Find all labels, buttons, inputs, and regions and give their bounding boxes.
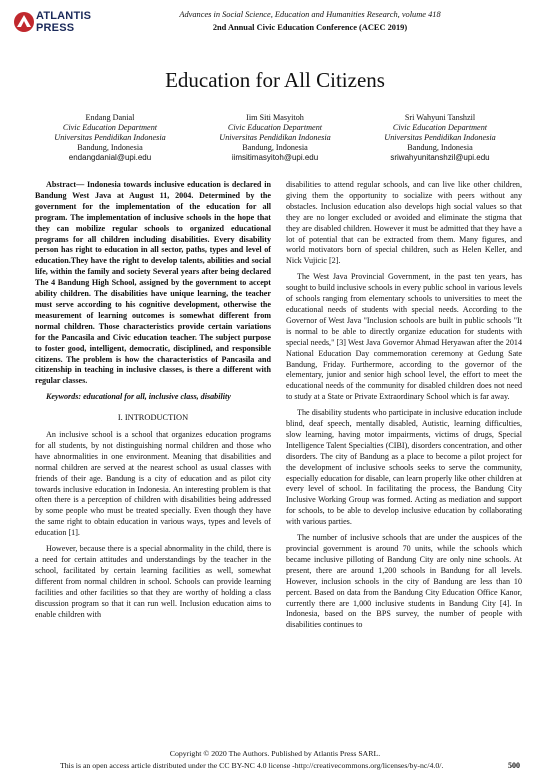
publisher-name-line1: ATLANTIS [36, 10, 92, 22]
author-3 [360, 113, 520, 163]
author-email[interactable]: iimsitimasyitoh@upi.edu [231, 153, 319, 162]
author-university: Universitas Pendidikan Indonesia [219, 133, 331, 142]
author-block [30, 113, 520, 163]
author-affiliation: Civic Education Department [227, 123, 323, 132]
body-paragraph: The disability students who participate in inclusive education include blind, deaf speech, mentally disabled, Autistic, learning difficulties, slow learning, having motor impairments, victims of drugs, Special Intelligence Talent Specialties (CIBI), disorders concentration, and other disorders. The city of Bandung as a place to become a pilot project for the development of inclusive schools seeks to serve the community, especially education for disable, can learn properly like other children at every level of school. In facilitating the process, the Bandung City Inclusive Working Group was formed. Acting as mediation and support for schools, to be able to develop inclusive education by collaborating with various parties. [286, 408, 522, 527]
page-number: 500 [508, 761, 520, 770]
left-column [35, 180, 271, 625]
license-notice[interactable]: This is an open access article distributed under the CC BY-NC 4.0 license -http://creativecommons.org/licenses/by-nc/4.0/. [60, 761, 444, 770]
keywords: Keywords: educational for all, inclusive class, disability [46, 392, 231, 402]
author-university: Universitas Pendidikan Indonesia [384, 133, 496, 142]
author-email[interactable]: endangdanial@upi.edu [68, 153, 152, 162]
copyright-notice: Copyright © 2020 The Authors. Published by Atlantis Press SARL. [169, 749, 381, 758]
atlantis-logo-icon [12, 10, 36, 34]
body-paragraph: However, because there is a special abnormality in the child, there is a need for certain attitudes and understandings by the teacher in the school, facilitated by certain learning facilities as well, somewhat different from normal children in school. Schools can provide learning facilities and other facilities so that they are worthy of holding a class discussion program so that it can run well. Inclusion education aims to enable children with [35, 544, 271, 619]
author-name: Endang Danial [85, 113, 135, 122]
body-paragraph: disabilities to attend regular schools, and can live like other children, giving them the opportunity to socialize with peers without any obstacles. Inclusion education also develops high social values so that they are no longer excluded or avoided and eliminate the stigma that they are disabled children. However it must be admitted that they have a lot of potential that can be extracted from them. Many figures, and world motivators born of special children, such as Helen Keller, and Nick Vujicic [2]. [286, 180, 522, 266]
author-city: Bandung, Indonesia [407, 143, 473, 152]
author-email[interactable]: sriwahyunitanshzil@upi.edu [390, 153, 490, 162]
right-column [286, 180, 522, 636]
author-university: Universitas Pendidikan Indonesia [54, 133, 166, 142]
paper-title: Education for All Citizens [165, 68, 385, 92]
author-affiliation: Civic Education Department [392, 123, 488, 132]
author-city: Bandung, Indonesia [77, 143, 143, 152]
publisher-name [36, 10, 91, 34]
body-paragraph: The West Java Provincial Government, in the past ten years, has sought to build inclusive schools in every public school in various levels of schools ranging from elementary schools to universities to meet the educational needs of students with special needs. According to the Governor of West Java "Inclusion schools are built in public schools "It is normal to be able to directly organize education for students with special needs," [3] West Java Governor Ahmad Heryawan after the 2014 National Education Day commemoration ceremony at Gedung Sate Bandung, Friday. Furthermore, according to the governor of the elementary, junior and senior high school level, the effort to meet the educational needs of the community for disabled children does not need to study at a State or Private Extraordinary School which is far away. [286, 272, 522, 402]
body-paragraph: The number of inclusive schools that are under the auspices of the provincial government is around 70 units, while the schools which became inclusive pilloting of Bandung City are only nine schools. At present, there are around 1,200 schools in Bandung for all levels. However, inclusion schools in the city of Bandung are less than 10 percent. Based on data from the Bandung City Education Office Kanor, currently there are 1,000 inclusive students in Bandung City [4]. In Indonesia, based on the BPS survey, the number of people with disabilities continues to [286, 533, 522, 630]
publisher-logo [12, 8, 92, 40]
body-paragraph: An inclusive school is a school that organizes education programs for all students, by not distinguishing normal children and those who have abnormalities in one environment. Meaning that disabilities and normal children are served at the nearest school as usual classes with friends of their age. Bandung is a city of education and as pilot city towards inclusive education in Indonesia. An interesting problem is that often there is a perception of children with disabilities being addressed by some people who must be treated specially. Even though they have the same right to obtain education in various ways, types and levels of education [1]. [35, 430, 271, 538]
author-name: Sri Wahyuni Tanshzil [404, 113, 476, 122]
author-2 [195, 113, 355, 163]
series-header: Advances in Social Science, Education and Humanities Research, volume 418 [179, 10, 441, 19]
author-affiliation: Civic Education Department [62, 123, 158, 132]
section-heading-introduction: I. INTRODUCTION [117, 413, 189, 423]
conference-header: 2nd Annual Civic Education Conference (ACEC 2019) [212, 23, 408, 32]
author-city: Bandung, Indonesia [242, 143, 308, 152]
author-1 [30, 113, 190, 163]
publisher-name-line2: PRESS [36, 22, 75, 34]
author-name: Iim Siti Masyitoh [246, 113, 304, 122]
abstract: Abstract— Indonesia towards inclusive education is declared in Bandung West Java at August 11, 2004. Determined by the government for the implementation of the education for all program. The implementation of inclusive schools in the hope that they can mobilize regular schools to organized educational programs for all children including disabilities. Every disability person has right to education in all sector, paths, types and level of education.They have the right to develop talents, abilities and social life, within the family and society Several years after being declared The 4 Bandung High School, assigned by the government to accept ability children. The disabilities have unique learning, the teacher must serve according to his cognitive development, otherwise the measurement of learning outcomes is somewhat different from normal children. Those characteristics provide certain variations for the Pancasila and Civic education teacher. The subject purpose to foster good, intelligent, democratic, disciplined, and responsible citizens. The problem is how the characteristics of Pancasila and citizenship in teaching in inclusive classes, is there a different with regular classes. [35, 180, 271, 386]
